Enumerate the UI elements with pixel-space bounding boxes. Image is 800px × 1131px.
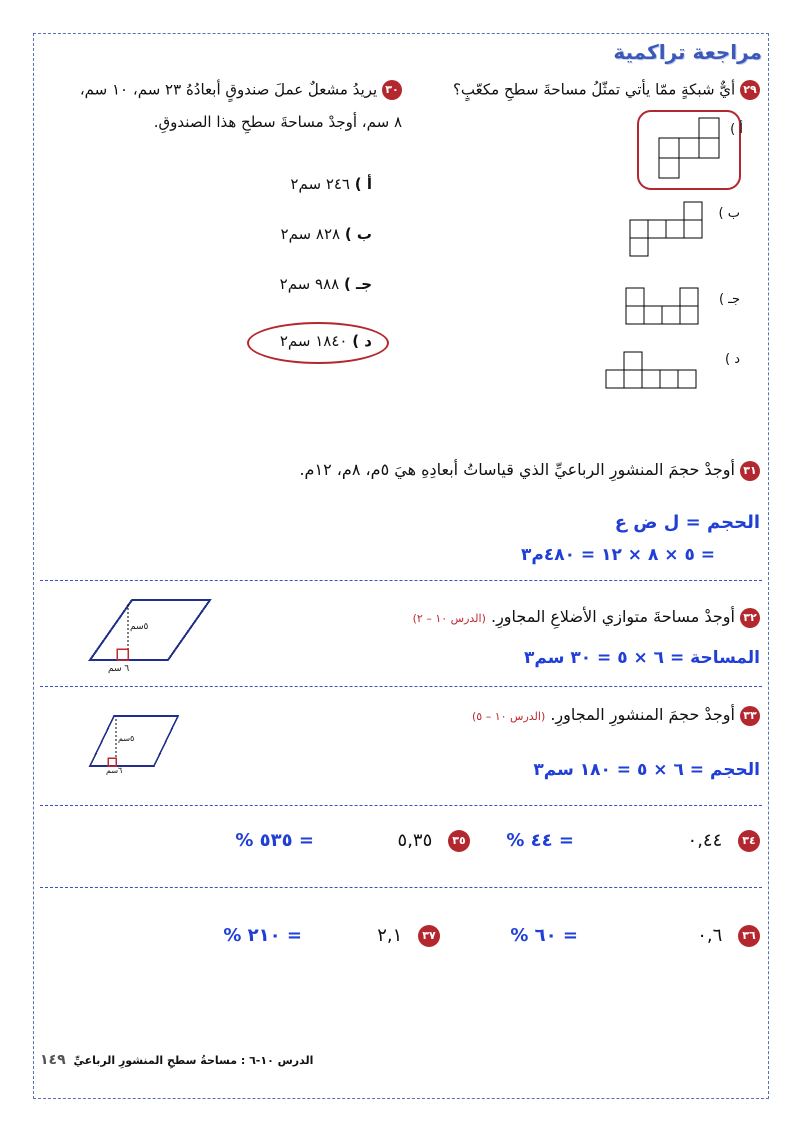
q30-option-b-label: ب ) [344, 225, 372, 243]
q29-option-b-label: ب ) [718, 206, 740, 221]
q30-option-d-label: د ) [352, 332, 372, 350]
q29-option-b[interactable] [620, 200, 740, 266]
q29-option-d[interactable] [598, 346, 740, 398]
q34-number-badge: ٣٤ [738, 830, 760, 852]
q29-net-b [620, 200, 720, 266]
q33-height-label: ٥سم [118, 734, 135, 743]
divider-3 [40, 805, 762, 806]
q32-height-label: ٥سم [130, 622, 149, 632]
q31-answer-line1: الحجم = ل ض ع [614, 512, 760, 533]
q36-value: ٠,٦ [697, 925, 723, 946]
q29-text: أيٌّ شبكةٍ ممّا يأتي تمثّلُ مساحةَ سطحِ مكعّبٍ؟ [452, 80, 736, 99]
q29-prompt [453, 80, 760, 100]
q30-text-line2: ٨ سم، أوجدْ مساحةَ سطحِ هذا الصندوقِ. [153, 113, 402, 131]
q32-lesson-ref: (الدرس ١٠ – ٢) [412, 612, 486, 625]
q29-net-d [598, 346, 718, 398]
q32-base-label: ٦ سم [108, 664, 130, 674]
q30-option-d[interactable] [280, 332, 372, 350]
q33-prism-figure [84, 710, 184, 776]
q33-answer: الحجم = ٦ × ٥ = ١٨٠ سم٣ [533, 760, 760, 780]
q33-prompt [472, 705, 760, 726]
q34-value: ٠,٤٤ [687, 830, 723, 851]
q33-text: أوجدْ حجمَ المنشورِ المجاورِ. [550, 705, 735, 724]
q36-number-badge: ٣٦ [738, 925, 760, 947]
q30-option-c[interactable] [280, 275, 372, 293]
page-title: مراجعة تراكمية [613, 40, 762, 64]
divider-2 [40, 686, 762, 687]
q30-option-a-value: ٢٤٦ سم٢ [290, 175, 350, 193]
q29-net-a [639, 112, 739, 188]
q31-text: أوجدْ حجمَ المنشورِ الرباعيِّ الذي قياساتُ أبعادِهِ هيَ ٥م، ٨م، ١٢م. [299, 460, 735, 479]
footer-lesson-text: الدرس ١٠-٦ : مساحةُ سطحِ المنشورِ الرباعيِّ [73, 1054, 314, 1067]
q34-answer: = ٤٤ % [506, 830, 574, 851]
q36-answer: = ٦٠ % [510, 925, 578, 946]
q29-number-badge: ٢٩ [740, 80, 760, 100]
q30-option-a[interactable] [290, 175, 372, 193]
q36-row [697, 925, 760, 947]
q29-option-c-label: جـ ) [718, 292, 740, 307]
q30-number-badge: ٣٠ [382, 80, 402, 100]
q37-number-badge: ٣٧ [418, 925, 440, 947]
q31-answer-line2: = ٥ × ٨ × ١٢ = ٤٨٠م٣ [521, 545, 715, 565]
footer-page-number: ١٤٩ [40, 1052, 66, 1068]
q35-number-badge: ٣٥ [448, 830, 470, 852]
footer [40, 1052, 313, 1068]
q33-base-label: ٦سم [106, 766, 123, 775]
q37-answer: = ٢١٠ % [223, 925, 302, 946]
q30-option-c-label: جـ ) [343, 275, 372, 293]
divider-1 [40, 580, 762, 581]
q30-option-b-value: ٨٢٨ سم٢ [280, 225, 341, 243]
q29-option-c[interactable] [620, 282, 740, 332]
q34-row [688, 830, 760, 852]
q32-prompt [413, 607, 760, 628]
q29-option-d-label: د ) [725, 352, 740, 367]
q37-value: ٢,١ [377, 925, 403, 946]
q29-option-a-label: أ ) [730, 122, 743, 137]
q32-answer: المساحة = ٦ × ٥ = ٣٠ سم٣ [523, 648, 760, 668]
q37-row [377, 925, 440, 947]
q35-value: ٥,٣٥ [397, 830, 433, 851]
q32-number-badge: ٣٢ [740, 608, 760, 628]
q33-number-badge: ٣٣ [740, 706, 760, 726]
q30-text-line1: يريدُ مشعلٌ عملَ صندوقٍ أبعادُهُ ٢٣ سم، ١٠ سم، [79, 80, 378, 99]
q33-lesson-ref: (الدرس ١٠ – ٥) [471, 710, 546, 723]
divider-4 [40, 887, 762, 888]
q30-option-c-value: ٩٨٨ سم٢ [279, 275, 340, 293]
q31-prompt [299, 460, 760, 481]
q35-row [398, 830, 470, 852]
q30-prompt-line1 [80, 80, 402, 100]
q30-option-a-label: أ ) [354, 175, 372, 193]
q29-option-a[interactable] [637, 110, 741, 190]
q35-answer: = ٥٣٥ % [235, 830, 314, 851]
q29-net-c [620, 282, 720, 332]
q31-number-badge: ٣١ [740, 461, 760, 481]
q30-option-b[interactable] [281, 225, 373, 243]
q32-parallelogram-figure [84, 596, 220, 680]
q30-option-d-value: ١٨٤٠ سم٢ [279, 332, 348, 350]
q32-text: أوجدْ مساحةَ متوازي الأضلاعِ المجاورِ. [490, 607, 735, 626]
